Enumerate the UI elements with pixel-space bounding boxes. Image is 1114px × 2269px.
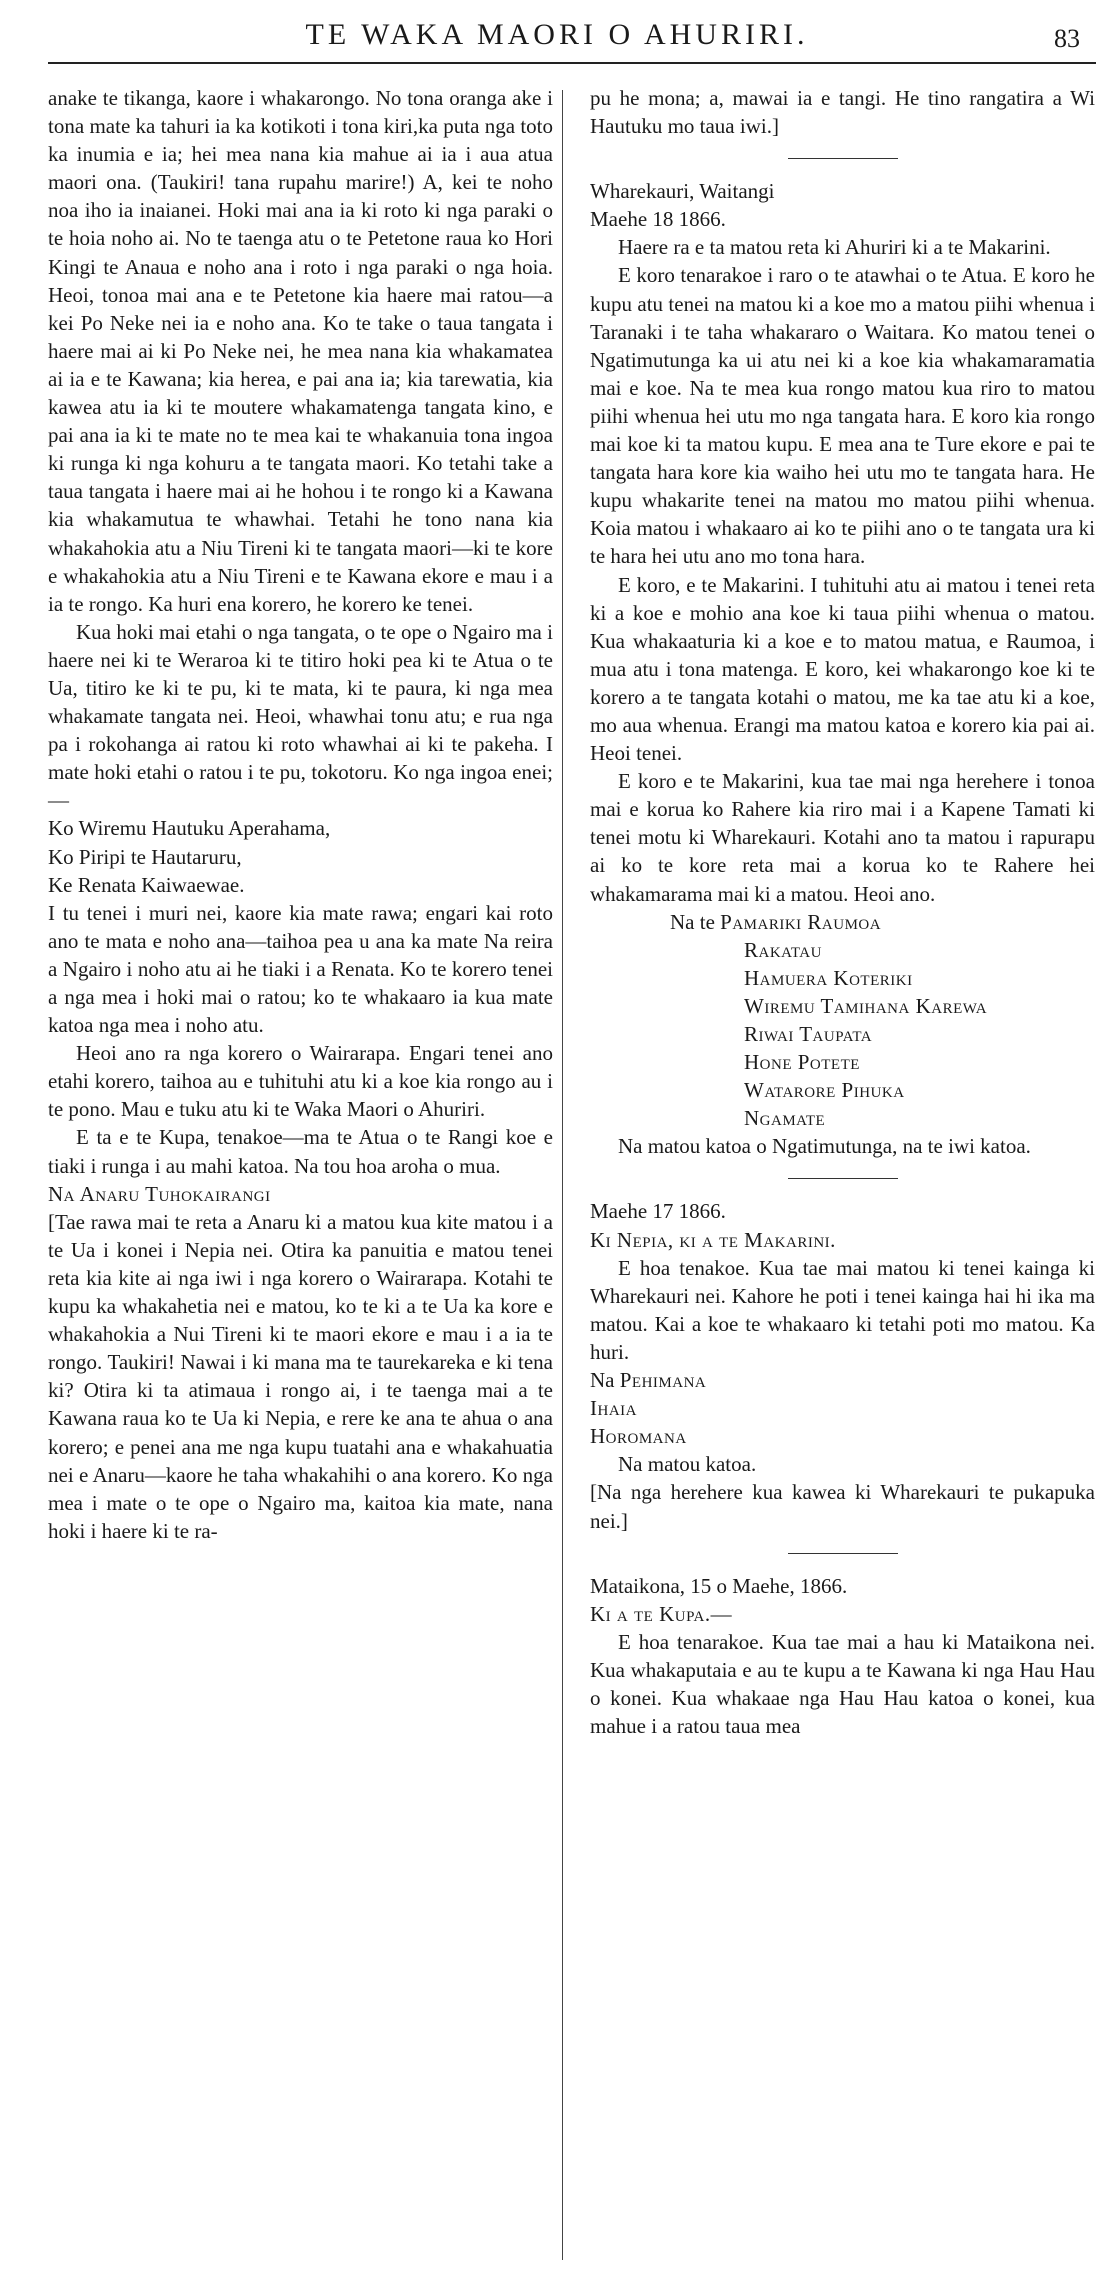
paragraph: pu he mona; a, mawai ia e tangi. He tino rangatira a Wi Hautuku mo taua iwi.]	[590, 86, 1095, 139]
name-line: Ke Renata Kaiwaewae.	[48, 872, 245, 897]
paragraph: I tu tenei i muri nei, kaore kia mate rawa; engari kai roto ano te mata e noho ana—taihoa pea u ana ka mate Na reira a Ngairo i noho atu ai he tiaki i a Renata. Ko te korero tenei a nga mea i hoki mai o ratou; ko te whakaaro ia kua mate katoa nga mea i noho atu.	[48, 900, 553, 1038]
paragraph: E koro e te Makarini, kua tae mai nga herehere i tonoa mai e korua ko Rahere kia riro mai i a Kapene Tamati ki tenei motu ki Wharekauri. Kotahi ano ta matou i rapurapu ai ko te kore reta mai a korua ko te Rahere hei whakamarama mai ki a matou. Heoi ano.	[590, 769, 1095, 906]
paragraph: E hoa tenakoe. Kua tae mai matou ki tenei kainga ki Wharekauri nei. Kahore he poti i tenei kainga hai hi ika ma matou. Kai a koe te whakaaro ki tetahi poti mo matou. Ka huri.	[590, 1255, 1095, 1364]
signatory-name: Rakatau	[744, 937, 822, 962]
section-separator	[788, 158, 898, 159]
paragraph: Na matou katoa.	[618, 1452, 757, 1477]
paragraph: Na matou katoa o Ngatimutunga, na te iwi katoa.	[618, 1134, 1031, 1159]
paragraph: Haere ra e ta matou reta ki Ahuriri ki a te Makarini.	[618, 235, 1051, 260]
signatory-name: Ihaia	[590, 1396, 637, 1421]
signatory-name: Ngamate	[744, 1106, 826, 1131]
signatory-name: Watarore Pihuka	[744, 1078, 905, 1103]
signatory-row: Na Pehimana	[590, 1368, 707, 1393]
section-separator	[788, 1178, 898, 1179]
signatory-name: Horomana	[590, 1424, 687, 1449]
header-rule	[48, 62, 1096, 64]
signatory-name: Hone Potete	[744, 1050, 860, 1075]
running-title: TE WAKA MAORI O AHURIRI.	[305, 18, 809, 51]
signatory-row: Na te Pamariki Raumoa	[670, 909, 882, 934]
right-column	[590, 84, 1095, 1740]
letter-signature: Na Anaru Tuhokairangi	[48, 1181, 271, 1206]
name-line: Ko Wiremu Hautuku Aperahama,	[48, 816, 331, 841]
addressee: Ki a te Kupa.—	[590, 1601, 733, 1626]
editorial-note: [Na nga herehere kua kawea ki Wharekauri te pukapuka nei.]	[590, 1480, 1095, 1533]
paragraph: Heoi ano ra nga korero o Wairarapa. Engari tenei ano etahi korero, taihoa au e tuhituhi atu ki a koe kia rongo au i te pono. Mau e tuku atu ki te Waka Maori o Ahuriri.	[48, 1041, 553, 1122]
paragraph: Kua hoki mai etahi o nga tangata, o te ope o Ngairo ma i haere nei ki te Weraroa ki te titiro hoki pea ki te Atua o te Ua, titiro ke ki te pu, ki te mata, ki te paura, ki nga mea whakamate tangata nei. Heoi, whawhai tonu atu; e rua nga pa i rokohanga ai ratou ki roto whawhai ai ki te pakeha. I mate hoki etahi o ratou i te pu, tokotoru. Ko nga ingoa enei;—	[48, 619, 553, 813]
left-column	[48, 84, 553, 1545]
dateline-place: Wharekauri, Waitangi	[590, 179, 775, 204]
signatory-name: Wiremu Tamihana Karewa	[744, 993, 988, 1018]
editorial-note: [Tae rawa mai te reta a Anaru ki a matou kua kite matou i a te Ua i konei i Nepia nei. Otira ka panuitia e matou tenei reta kia kite ai nga iwi i nga korero o Wairarapa. Kotahi te kupu ka whakahetia nei e matou, ko te ki a te Ua ka kore e whakahokia a Nui Tireni ki te maori ekore e mau i a ia te rongo. Taukiri! Nawai i ki mana ma te taurekareka e ki tena ki? Otira ki ta atimaua i rongo ai, i te taenga mai a te Kawana raua ko te Ua ki Nepia, e rere ke ana te ahua o ana korero; e penei ana me nga kupu tuatahi ana e whakahuatia nei e Anaru—kaore he taha whakahihi o ana korero. Ko nga mea i mate o te ope o Ngairo ma, kaitoa kia mate, nana hoki i haere ki te ra-	[48, 1209, 553, 1543]
signatory-name: Hamuera Koteriki	[744, 965, 913, 990]
signatory-name: Riwai Taupata	[744, 1022, 873, 1046]
signatories-block	[670, 908, 1095, 1133]
dateline-date: Maehe 17 1866.	[590, 1199, 726, 1224]
paragraph: E hoa tenarakoe. Kua tae mai a hau ki Mataikona nei. Kua whakaputaia e au te kupu a te Kawana ki nga Hau Hau o konei. Kua whakaae nga Hau Hau katoa o konei, kua mahue i a ratou taua mea	[590, 1629, 1095, 1739]
paragraph: E koro tenarakoe i raro o te atawhai o te Atua. E koro he kupu atu tenei na matou ki a koe mo a matou piihi whenua i Taranaki i te taha whakararo o Waitara. Ko matou tenei o Ngatimutunga ka ui atu nei ki a koe kia whakamaramatia mai e koe. Na te mea kua rongo matou kua riro to matou piihi whenua hei utu mo nga tangata hara. E koro kia rongo mai koe ki ta matou kupu. E mea ana te Ture ekore e pai te tangata hara kore kia waiho hei utu mo te tangata hara. He kupu whakarite tenei na matou mo matou piihi whenua. Koia matou i whakaaro ai ko te piihi ano o te tangata ura ki te hara hei utu ano mo tona hara.	[590, 263, 1095, 569]
dateline: Mataikona, 15 o Maehe, 1866.	[590, 1573, 848, 1598]
name-line: Ko Piripi te Hautaruru,	[48, 844, 242, 869]
paragraph: E koro, e te Makarini. I tuhituhi atu ai matou i tenei reta ki a koe e mohio ana koe ki taua piihi whenua o matou. Kua whakaaturia ki a koe e to matou matua, e Raumoa, i mua atu i tona matenga. E koro, kei whakarongo koe ki te korero a te tangata kotahi o matou, me ka tae atu ki a koe, mo aua whenua. Erangi ma matou katoa e korero kia pai ai. Heoi tenei.	[590, 572, 1095, 766]
paragraph: E ta e te Kupa, tenakoe—ma te Atua o te Rangi koe e tiaki i runga i au mahi katoa. Na tou hoa aroha o mua.	[48, 1125, 553, 1178]
page-number: 83	[1054, 24, 1080, 53]
paragraph: anake te tikanga, kaore i whakarongo. No tona oranga ake i tona mate ka tahuri ia ka kotikoti i tona kiri,ka puta nga toto ka inumia e ia; hei mea nana kia mahue ai ia i aua atua maori ona. (Taukiri! tana rupahu marire!) A, kei te noho noa iho ia inaianei. Hoki mai ana ia ki roto ki nga paraki o te hoia noho ai. No te taenga atu o te Petetone raua ko Hori Kingi te Anaua e noho ana i roto i nga paraki o nga hoia. Heoi, tonoa mai ana e te Petetone kia haere mai ratou—a kei Po Neke nei ia e noho ana. Ko te take o taua tangata i haere mai ai ki Po Neke nei, he mea nana kia whakamatea ai ia e te Kawana; kia herea, e pai ana ia; kia tarewatia, kia kawea atu ia ki te moutere whakamatenga tangata kino, e pai ana ia ki te mate no te mea kai te whakanuia tona ingoa ki runga ki nga kohuru a te tangata maori. Ko tetahi take a taua tangata i haere mai ai he hohou i te rongo ki a Kawana kia whakamutua te whawhai. Tetahi he tono nana kia whakahokia atu a Niu Tireni ki te tangata maori—ki te kore e whakahokia atu a Niu Tireni e te Kawana ekore e mau i a ia te rongo. Ka huri ena korero, he korero ke tenei.	[48, 86, 553, 616]
dateline-date: Maehe 18 1866.	[590, 207, 726, 232]
addressee: Ki Nepia, ki a te Makarini.	[590, 1227, 836, 1252]
section-separator	[788, 1553, 898, 1554]
column-divider	[562, 90, 563, 2260]
